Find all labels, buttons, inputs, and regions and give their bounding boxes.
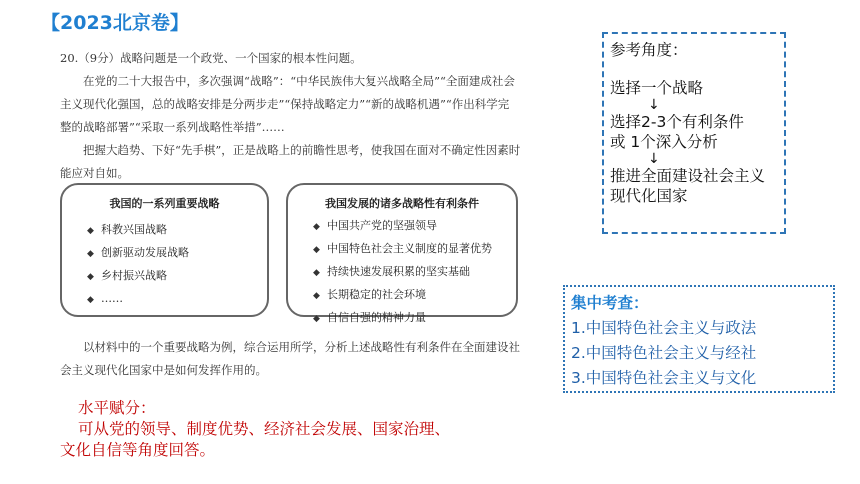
scoring-line: 文化自信等角度回答。 bbox=[60, 441, 216, 459]
list-item-text: …… bbox=[101, 292, 123, 305]
task-text bbox=[60, 336, 530, 382]
question-text bbox=[60, 47, 530, 185]
paragraph-line: 能应对自如。 bbox=[60, 166, 129, 180]
diamond-bullet-icon: ◆ bbox=[87, 226, 94, 236]
list-item-text: 科教兴国战略 bbox=[101, 223, 167, 236]
reference-title: 参考角度： bbox=[610, 41, 688, 59]
reference-step: 选择2-3个有利条件 bbox=[610, 113, 744, 131]
task-line: 会主义现代化国家中是如何发挥作用的。 bbox=[60, 363, 267, 377]
conditions-box bbox=[286, 183, 518, 324]
focus-item: 2.中国特色社会主义与经社 bbox=[571, 344, 757, 362]
paragraph-line: 把握大趋势、下好“先手棋”，正是战略上的前瞻性思考，使我国在面对不确定性因素时 bbox=[83, 143, 521, 157]
list-item bbox=[87, 219, 267, 242]
reference-step: 推进全面建设社会主义现代化国家 bbox=[610, 167, 766, 205]
list-item-text: 中国共产党的坚强领导 bbox=[327, 219, 437, 232]
list-item-text: 自信自强的精神力量 bbox=[327, 311, 426, 324]
question-stem: 20.（9分）战略问题是一个政党、一个国家的根本性问题。 bbox=[60, 51, 362, 65]
paragraph-line: 在党的二十大报告中，多次强调“战略”：“中华民族伟大复兴战略全局”“全面建成社会 bbox=[83, 74, 515, 88]
conditions-list bbox=[288, 215, 516, 330]
list-item-text: 中国特色社会主义制度的显著优势 bbox=[327, 242, 492, 255]
paragraph-line: 主义现代化强国，总的战略安排是分两步走”“保持战略定力”“新的战略机遇”“作出科学完 bbox=[60, 97, 510, 111]
focus-item: 3.中国特色社会主义与文化 bbox=[571, 369, 757, 387]
down-arrow-icon: ↓ bbox=[648, 151, 660, 167]
strategies-box-title: 我国的一系列重要战略 bbox=[109, 197, 220, 210]
scoring-label: 水平赋分： bbox=[78, 399, 156, 417]
list-item-text: 长期稳定的社会环境 bbox=[327, 288, 426, 301]
list-item bbox=[313, 307, 516, 330]
scoring-line: 可从党的领导、制度优势、经济社会发展、国家治理、 bbox=[78, 420, 451, 438]
diamond-bullet-icon: ◆ bbox=[313, 291, 320, 301]
reference-angle-box bbox=[602, 32, 786, 234]
diamond-bullet-icon: ◆ bbox=[313, 222, 320, 232]
strategies-box bbox=[60, 183, 269, 317]
conditions-box-title: 我国发展的诸多战略性有利条件 bbox=[325, 197, 479, 210]
diamond-bullet-icon: ◆ bbox=[87, 272, 94, 282]
diamond-bullet-icon: ◆ bbox=[87, 295, 94, 305]
scoring-note bbox=[60, 398, 530, 461]
list-item bbox=[313, 215, 516, 238]
list-item bbox=[87, 288, 267, 311]
list-item-text: 持续快速发展积累的坚实基础 bbox=[327, 265, 470, 278]
list-item bbox=[313, 261, 516, 284]
diamond-bullet-icon: ◆ bbox=[313, 245, 320, 255]
list-item-text: 创新驱动发展战略 bbox=[101, 246, 189, 259]
diamond-bullet-icon: ◆ bbox=[313, 314, 320, 324]
list-item-text: 乡村振兴战略 bbox=[101, 269, 167, 282]
paragraph-line: 整的战略部署”“采取一系列战略性举措”…… bbox=[60, 120, 285, 134]
focus-title: 集中考查： bbox=[571, 294, 649, 312]
page-title: 【2023北京卷】 bbox=[41, 12, 189, 34]
focus-box bbox=[563, 285, 835, 393]
down-arrow-icon: ↓ bbox=[648, 97, 660, 113]
reference-step: 或 1个深入分析 bbox=[610, 133, 718, 151]
focus-item: 1.中国特色社会主义与政法 bbox=[571, 319, 757, 337]
list-item bbox=[313, 238, 516, 261]
list-item bbox=[87, 242, 267, 265]
task-line: 以材料中的一个重要战略为例，综合运用所学，分析上述战略性有利条件在全面建设社 bbox=[83, 340, 520, 354]
diamond-bullet-icon: ◆ bbox=[87, 249, 94, 259]
strategies-list bbox=[62, 219, 267, 311]
reference-step: 选择一个战略 bbox=[610, 79, 704, 97]
diamond-bullet-icon: ◆ bbox=[313, 268, 320, 278]
list-item bbox=[87, 265, 267, 288]
list-item bbox=[313, 284, 516, 307]
